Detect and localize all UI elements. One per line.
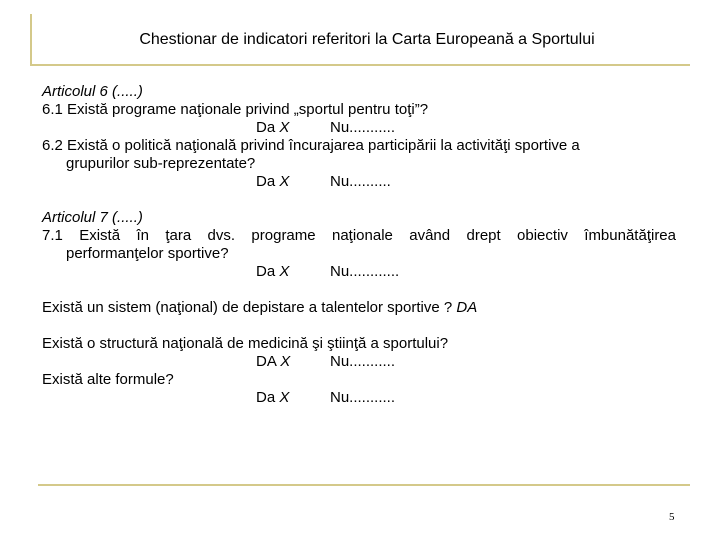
article6-question2-line2: grupurilor sub-reprezentate? (66, 155, 256, 172)
title-underline-rule (30, 64, 690, 66)
other-question: Există alte formule? (42, 371, 174, 388)
talent-question (42, 299, 676, 317)
article6-answer1 (42, 119, 676, 137)
other-answer (42, 389, 676, 407)
yes-label: Da (256, 173, 276, 190)
yes-mark: X (279, 263, 290, 280)
article7-question1-line2: performanţelor sportive? (66, 245, 229, 262)
answer-no: Nu........... (330, 353, 396, 370)
answer-yes (256, 119, 289, 137)
article7-heading: Articolul 7 (.....) (42, 209, 143, 226)
article6-heading: Articolul 6 (.....) (42, 83, 143, 100)
article7-question1-line1: 7.1 Există în ţara dvs. programe naţionale având drept obiectiv îmbunătăţirea (42, 227, 676, 244)
yes-mark: X (280, 353, 291, 370)
footer-rule (38, 484, 690, 486)
article7-answer1 (42, 263, 676, 281)
yes-mark: X (279, 389, 290, 406)
questionnaire-body (42, 83, 676, 407)
yes-label: Da (256, 119, 276, 136)
article6-answer2 (42, 173, 676, 191)
page-number: 5 (669, 511, 675, 523)
yes-label: DA (256, 353, 277, 370)
medicine-answer (42, 353, 676, 371)
article6-question1: 6.1 Există programe naţionale privind „sportul pentru toţi”? (42, 101, 429, 118)
yes-mark: X (279, 173, 290, 190)
yes-mark: X (279, 119, 290, 136)
yes-label: Da (256, 389, 276, 406)
answer-yes (256, 389, 289, 407)
talent-question-text: Există un sistem (naţional) de depistare a talentelor sportive ? (42, 299, 453, 316)
medicine-question: Există o structură naţională de medicină şi ştiinţă a sportului? (42, 335, 449, 352)
answer-no: Nu........... (330, 119, 396, 136)
answer-no: Nu........... (330, 389, 396, 406)
answer-yes (256, 353, 290, 371)
answer-no: Nu............ (330, 263, 400, 280)
answer-yes (256, 263, 289, 281)
page-title: Chestionar de indicatori referitori la Carta Europeană a Sportului (139, 31, 595, 48)
answer-yes (256, 173, 289, 191)
talent-answer: DA (456, 299, 478, 316)
article6-question2-line1: 6.2 Există o politică naţională privind încurajarea participării la activităţi sportive a (42, 137, 580, 154)
answer-no: Nu.......... (330, 173, 391, 190)
yes-label: Da (256, 263, 276, 280)
